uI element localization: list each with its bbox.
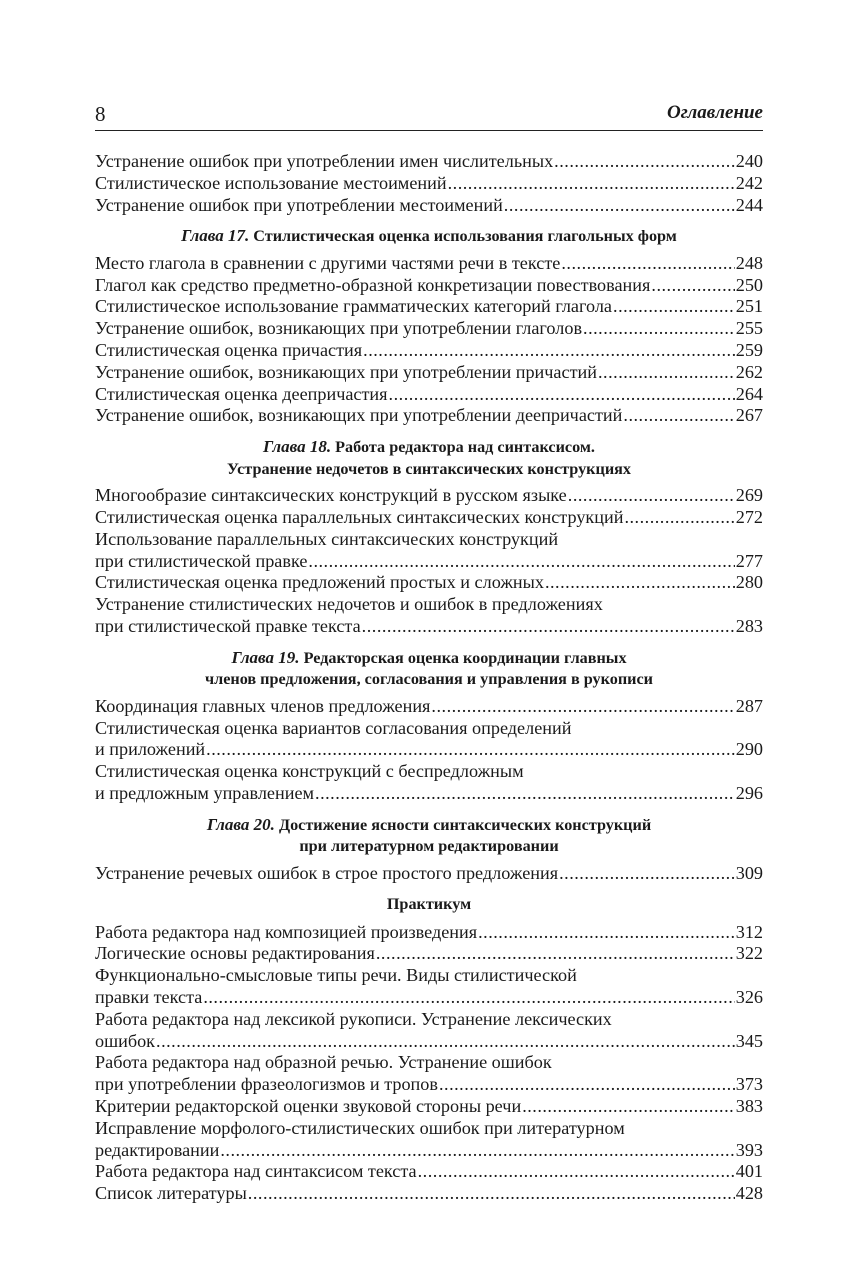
toc-entry-title: Стилистическая оценка параллельных синтаксических конструкций — [95, 507, 624, 528]
chapter-title — [95, 814, 763, 837]
toc-entry — [95, 151, 763, 173]
chapter-title: Редакторская оценка координации главных — [303, 648, 627, 667]
dot-leader — [623, 405, 734, 427]
toc-entry — [95, 783, 763, 805]
toc-page-number: 393 — [735, 1139, 763, 1160]
toc-entry — [95, 362, 763, 384]
toc-entry — [95, 922, 763, 944]
toc-entry — [95, 572, 763, 594]
dot-leader — [651, 275, 734, 297]
dot-leader — [478, 922, 735, 944]
toc-entry-title: Устранение ошибок, возникающих при употреблении причастий — [95, 361, 597, 382]
dot-leader — [554, 151, 735, 173]
toc-entry — [95, 739, 763, 761]
dot-leader — [568, 485, 735, 507]
toc-entry — [95, 275, 763, 297]
dot-leader — [376, 943, 735, 965]
toc-entry — [95, 1096, 763, 1118]
dot-leader — [389, 384, 735, 406]
toc-page-number: 277 — [735, 550, 763, 571]
toc-entry-title: Координация главных членов предложения — [95, 695, 431, 716]
toc-entry-title: Работа редактора над синтаксисом текста — [95, 1161, 417, 1182]
toc-entry — [95, 1074, 763, 1096]
toc-entry-title: Многообразие синтаксических конструкций в русском языке — [95, 485, 567, 506]
toc-entry-title: Место глагола в сравнении с другими частями речи в тексте — [95, 252, 561, 273]
chapter-label: Глава 19. — [231, 647, 300, 667]
toc-entry-first-line: Функционально-смысловые типы речи. Виды стилистической — [95, 965, 577, 986]
chapter-heading-19 — [95, 647, 763, 691]
toc-entry-first-line: Стилистическая оценка вариантов согласования определений — [95, 717, 572, 738]
toc-entry — [95, 195, 763, 217]
toc-entry-title: и приложений — [95, 739, 206, 760]
toc-entry — [95, 616, 763, 638]
chapter-title: Достижение ясности синтаксических конструкций — [278, 815, 652, 834]
toc-entry-title: Логические основы редактирования — [95, 943, 375, 964]
toc-entry-title: Устранение ошибок, возникающих при употреблении глаголов — [95, 318, 583, 339]
dot-leader — [613, 296, 735, 318]
toc-page-number: 262 — [735, 361, 763, 382]
toc-entry-title: Критерии редакторской оценки звуковой стороны речи — [95, 1096, 522, 1116]
dot-leader — [559, 863, 735, 885]
toc-entry-first-line: Устранение стилистических недочетов и ошибок в предложениях — [95, 594, 603, 615]
toc-page-number: 244 — [735, 194, 763, 215]
toc-entry — [95, 507, 763, 529]
dot-leader — [362, 616, 735, 638]
toc-entry — [95, 318, 763, 340]
chapter-title: Стилистическая оценка использования глагольных форм — [253, 227, 677, 246]
toc-entry — [95, 405, 763, 427]
toc-entry — [95, 173, 763, 195]
toc-entry-title: Стилистическая оценка деепричастия — [95, 383, 388, 404]
chapter-label: Глава 20. — [206, 814, 275, 834]
dot-leader — [522, 1096, 735, 1118]
dot-leader — [448, 173, 735, 195]
document-page — [95, 100, 763, 1205]
toc-entry-first-line: Стилистическая оценка конструкций с беспредложным — [95, 761, 524, 782]
dot-leader — [363, 340, 735, 362]
running-title: Оглавление — [667, 102, 763, 123]
toc-entry-title: Глагол как средство предметно-образной конкретизации повествования — [95, 274, 651, 295]
dot-leader — [220, 1140, 734, 1162]
dot-leader — [583, 318, 735, 340]
toc-entry — [95, 863, 763, 885]
toc-entry — [95, 1140, 763, 1162]
toc-page-number: 401 — [735, 1161, 763, 1182]
toc-page-number: 312 — [735, 921, 763, 942]
toc-page-number: 280 — [735, 572, 763, 593]
toc-entry-title: Стилистическая оценка причастия — [95, 340, 363, 361]
toc-entry-title: редактировании — [95, 1139, 220, 1160]
toc-page-number: 242 — [735, 172, 763, 193]
toc-entry-first-line: Работа редактора над лексикой рукописи. Устранение лексических — [95, 1008, 612, 1029]
toc-entry-title: при стилистической правке — [95, 550, 308, 571]
chapter-title: Устранение недочетов в синтаксических конструкциях — [226, 459, 632, 478]
toc-page-number: 296 — [735, 783, 763, 804]
toc-entry-title: Список литературы — [95, 1183, 247, 1204]
page-number: 8 — [95, 102, 106, 126]
toc-entry-title: Стилистическое использование грамматических категорий глагола — [95, 296, 613, 317]
toc-entry — [95, 296, 763, 318]
toc-entry — [95, 1161, 763, 1183]
dot-leader — [545, 572, 735, 594]
toc-page-number: 255 — [735, 318, 763, 339]
toc-entry — [95, 384, 763, 406]
chapter-heading-17 — [95, 225, 763, 248]
toc-page-number: 283 — [735, 616, 763, 637]
chapter-title: Работа редактора над синтаксисом. — [335, 438, 595, 457]
page-header — [95, 100, 763, 131]
toc-entry — [95, 340, 763, 362]
table-of-contents — [95, 151, 763, 1205]
dot-leader — [308, 551, 734, 573]
toc-entry — [95, 1183, 763, 1205]
toc-entry-title: и предложным управлением — [95, 783, 315, 804]
chapter-title: при литературном редактировании — [299, 837, 559, 856]
dot-leader — [431, 696, 734, 718]
toc-entry-title: Стилистическое использование местоимений — [95, 172, 447, 193]
toc-entry — [95, 1031, 763, 1053]
toc-page-number: 345 — [735, 1030, 763, 1051]
toc-entry-title: ошибок — [95, 1030, 156, 1051]
toc-entry — [95, 987, 763, 1009]
toc-page-number: 272 — [735, 507, 763, 528]
toc-page-number: 240 — [735, 151, 763, 171]
chapter-title — [95, 647, 763, 670]
dot-leader — [439, 1074, 735, 1096]
dot-leader — [315, 783, 735, 805]
toc-entry-title: Устранение речевых ошибок в строе простого предложения — [95, 862, 559, 883]
toc-page-number: 264 — [735, 383, 763, 404]
toc-page-number: 373 — [735, 1074, 763, 1095]
dot-leader — [248, 1183, 735, 1205]
toc-page-number: 251 — [735, 296, 763, 317]
toc-entry-title: Работа редактора над композицией произведения — [95, 921, 478, 942]
toc-page-number: 250 — [735, 274, 763, 295]
dot-leader — [561, 253, 734, 275]
toc-page-number: 383 — [735, 1096, 763, 1116]
toc-page-number: 290 — [735, 739, 763, 760]
toc-page-number: 267 — [735, 405, 763, 426]
toc-entry-title: правки текста — [95, 987, 203, 1008]
dot-leader — [156, 1031, 735, 1053]
chapter-label: Глава 18. — [263, 437, 332, 457]
toc-entry — [95, 253, 763, 275]
chapter-label: Глава 17. — [181, 226, 250, 246]
dot-leader — [624, 507, 734, 529]
toc-page-number: 428 — [735, 1183, 763, 1204]
dot-leader — [203, 987, 734, 1009]
toc-entry-title: Устранение ошибок при употреблении местоимений — [95, 194, 503, 215]
toc-entry-first-line: Использование параллельных синтаксических конструкций — [95, 528, 559, 549]
toc-page-number: 322 — [735, 943, 763, 964]
toc-entry-first-line: Исправление морфолого-стилистических ошибок при литературном — [95, 1117, 625, 1138]
chapter-heading-20 — [95, 814, 763, 858]
toc-page-number: 259 — [735, 340, 763, 361]
chapter-heading-18 — [95, 436, 763, 480]
chapter-title: членов предложения, согласования и управления в рукописи — [204, 670, 653, 689]
toc-page-number: 269 — [735, 485, 763, 506]
dot-leader — [206, 739, 735, 761]
toc-entry-title: при стилистической правке текста — [95, 616, 361, 637]
toc-page-number: 287 — [735, 695, 763, 716]
toc-entry-title: при употреблении фразеологизмов и тропов — [95, 1074, 438, 1095]
practicum-heading: Практикум — [386, 894, 472, 913]
toc-entry-first-line: Работа редактора над образной речью. Устранение ошибок — [95, 1052, 552, 1073]
toc-page-number: 309 — [735, 862, 763, 883]
toc-entry — [95, 696, 763, 718]
toc-page-number: 326 — [735, 987, 763, 1008]
dot-leader — [504, 195, 735, 217]
toc-entry — [95, 943, 763, 965]
dot-leader — [598, 362, 735, 384]
toc-page-number: 248 — [735, 252, 763, 273]
chapter-title — [95, 436, 763, 459]
toc-entry-title: Стилистическая оценка предложений простых и сложных — [95, 572, 544, 593]
toc-entry — [95, 485, 763, 507]
toc-entry-title: Устранение ошибок, возникающих при употреблении деепричастий — [95, 405, 623, 426]
toc-entry — [95, 551, 763, 573]
dot-leader — [418, 1161, 735, 1183]
toc-entry-title: Устранение ошибок при употреблении имен числительных — [95, 151, 554, 171]
